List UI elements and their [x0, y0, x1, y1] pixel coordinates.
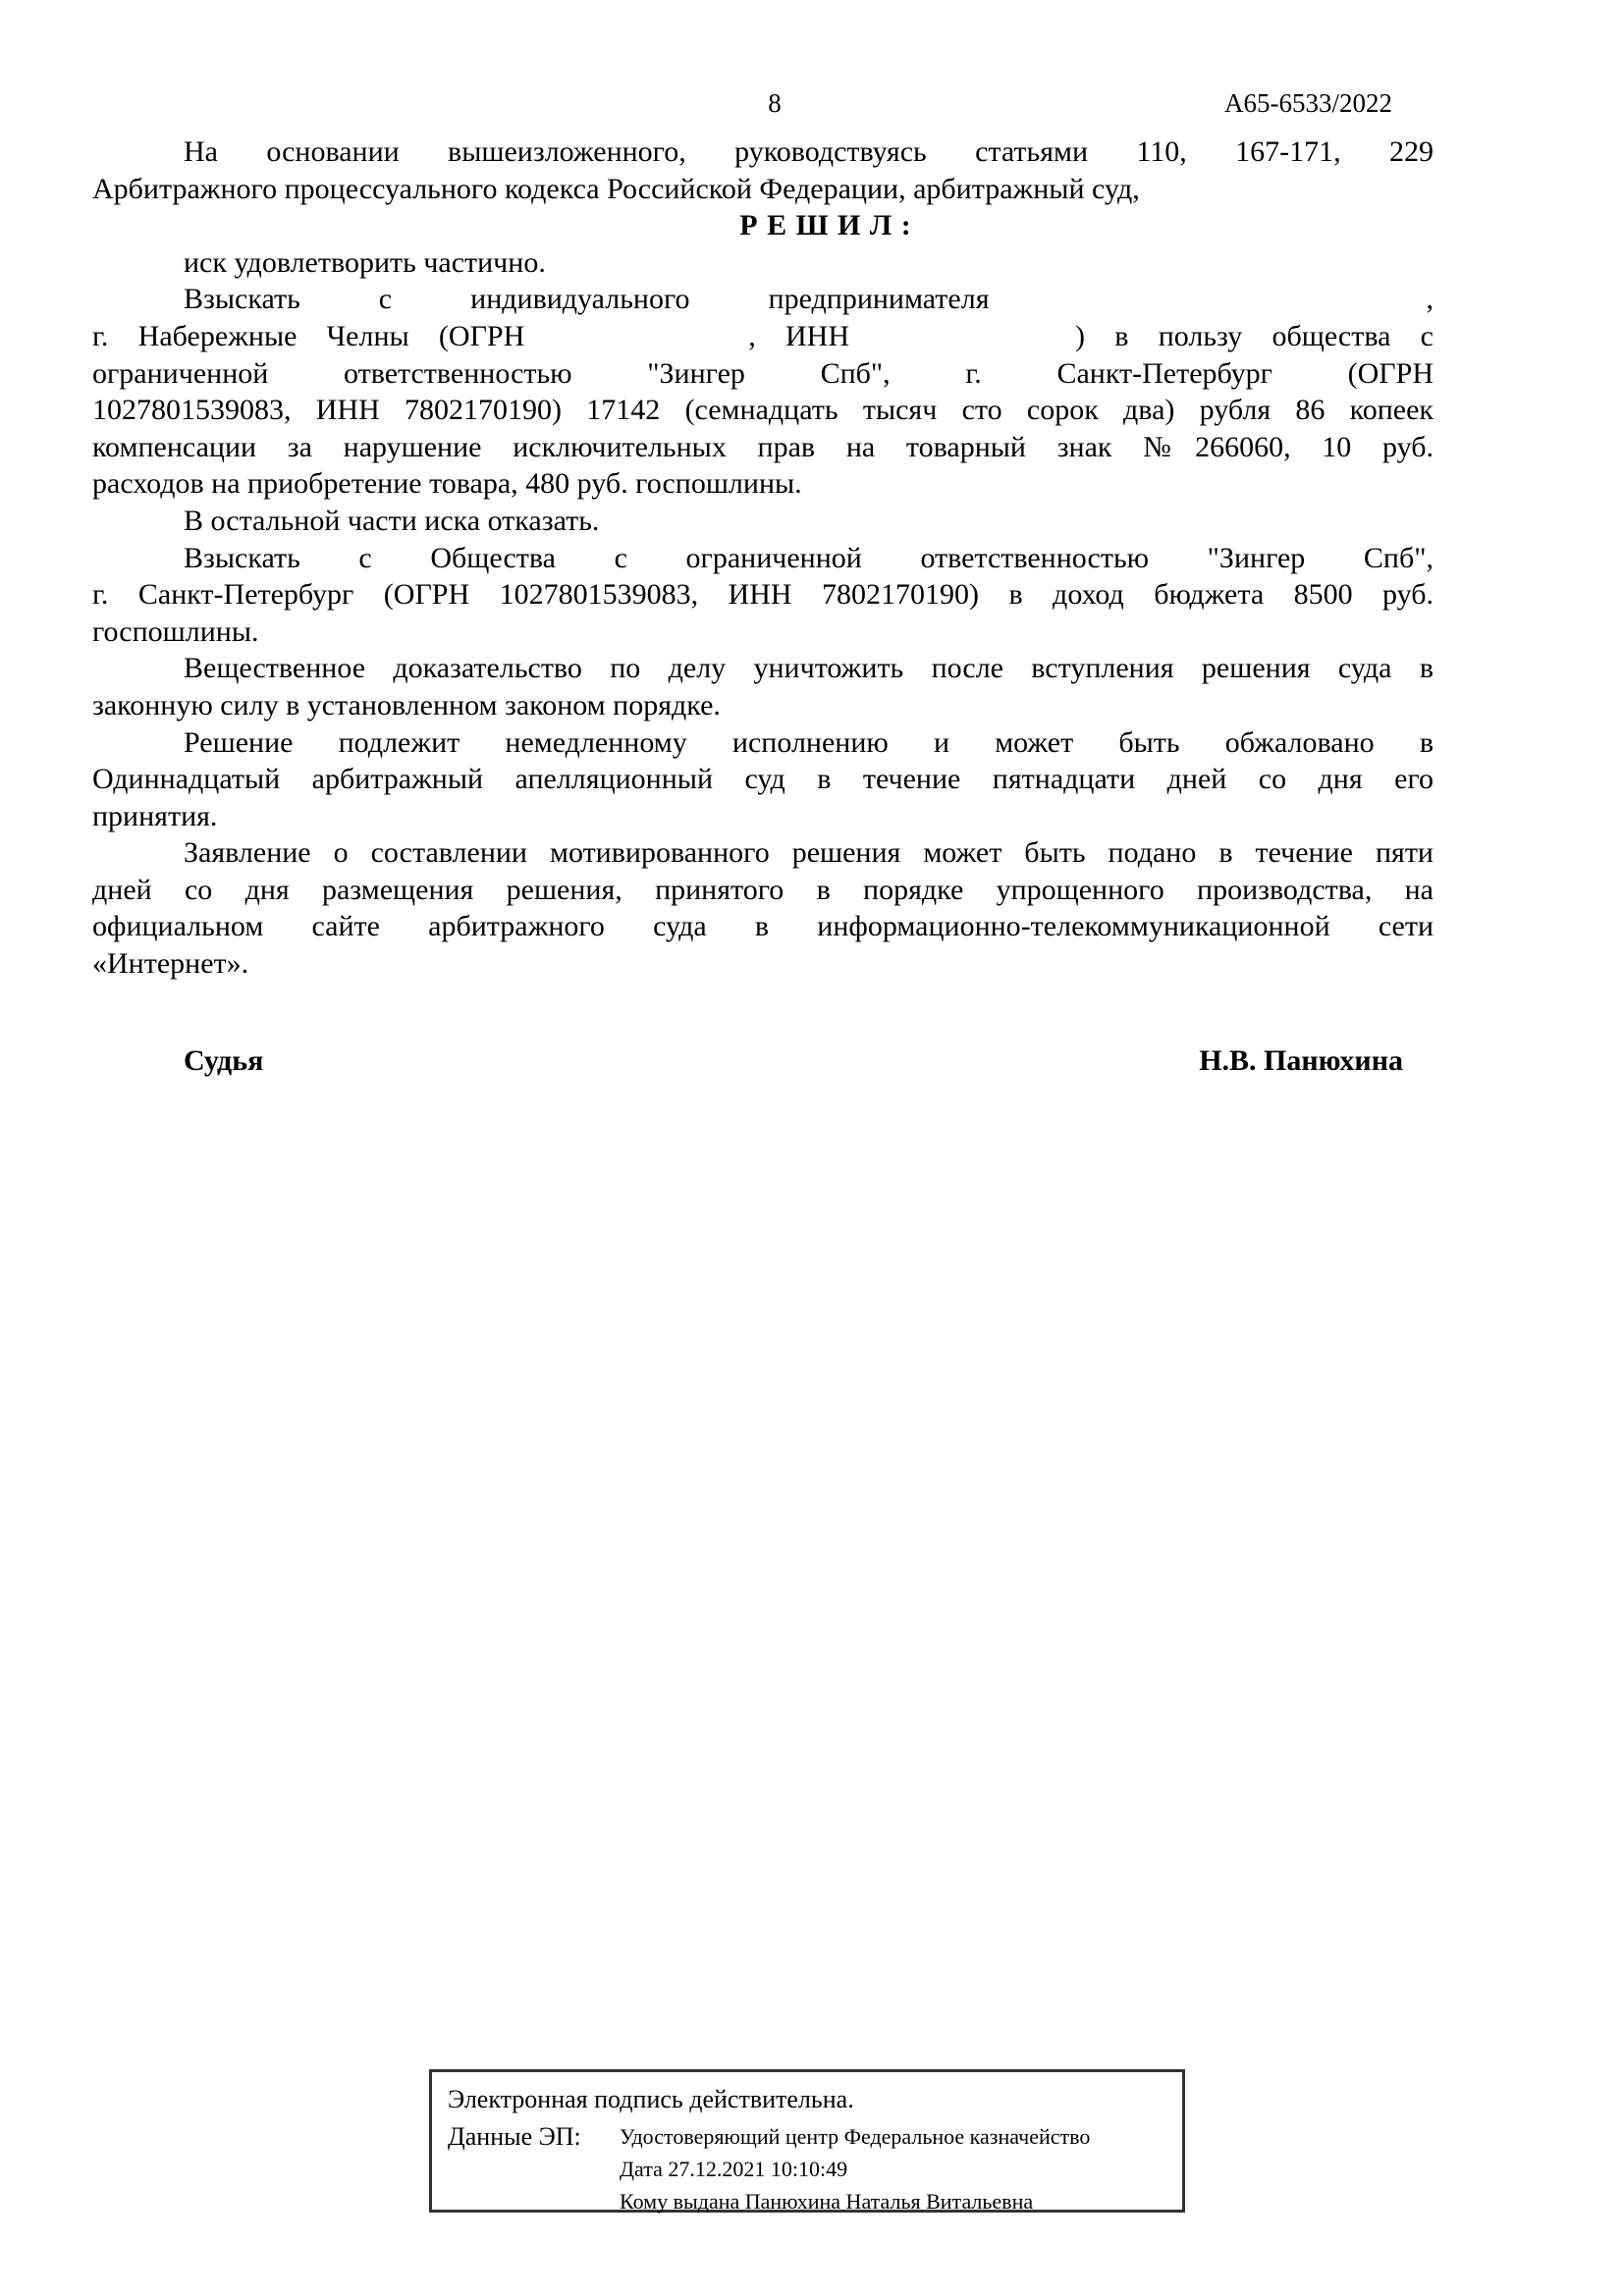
stamp-data-row: [448, 2120, 1172, 2217]
decision-line-redacted: [92, 318, 1434, 355]
stamp-details: [620, 2120, 1090, 2217]
decision-line: ограниченной ответственностью "Зингер Спб", г. Санкт-Петербург (ОГРН: [92, 356, 1434, 390]
decision-text: [92, 133, 1434, 983]
decision-line: принятия.: [92, 799, 218, 832]
text-segment: , ИНН: [748, 319, 850, 352]
text-segment: Взыскать с индивидуального предпринимателя: [184, 283, 990, 316]
text-segment: г. Набережные Челны (ОГРН: [92, 319, 525, 352]
electronic-signature-stamp: [429, 2069, 1185, 2213]
text-segment: ) в пользу общества с: [1075, 319, 1434, 352]
decision-line: компенсации за нарушение исключительных прав на товарный знак №266060, 10 руб.: [92, 430, 1434, 463]
page-header: [92, 88, 1434, 126]
judge-label: Судья: [184, 1044, 264, 1077]
decision-line: г. Санкт-Петербург (ОГРН 1027801539083, ИНН 7802170190) в доход бюджета 8500 руб.: [92, 578, 1434, 612]
decision-line: Одиннадцатый арбитражный апелляционный суд в течение пятнадцати дней со дня его: [92, 763, 1434, 796]
decision-line: На основании вышеизложенного, руководствуясь статьями 110, 167-171, 229: [184, 135, 1434, 168]
redaction-gap: [849, 344, 1075, 346]
decision-line: «Интернет».: [92, 947, 249, 981]
decision-line: дней со дня размещения решения, принятого в порядке упрощенного производства, на: [92, 873, 1434, 906]
decision-line: 1027801539083, ИНН 7802170190) 17142 (семнадцать тысяч сто сорок два) рубля 86 копеек: [92, 394, 1434, 427]
stamp-date: Дата 27.12.2021 10:10:49: [620, 2157, 848, 2181]
stamp-authority: Удостоверяющий центр Федеральное казначейство: [620, 2124, 1091, 2149]
decision-line: Взыскать с Общества с ограниченной ответственностью "Зингер Спб",: [184, 541, 1434, 574]
decision-line: Решение подлежит немедленному исполнению и может быть обжаловано в: [184, 725, 1434, 759]
decision-line: Заявление о составлении мотивированного решения может быть подано в течение пяти: [184, 836, 1434, 870]
stamp-valid-text: Электронная подпись действительна.: [448, 2085, 854, 2113]
redaction-gap: [990, 306, 1427, 308]
judge-name: Н.В. Панюхина: [1199, 1044, 1403, 1077]
decision-line: официальном сайте арбитражного суда в информационно-телекоммуникационной сети: [92, 910, 1434, 943]
signature-row: [92, 1042, 1434, 1082]
resolution-heading: Р Е Ш И Л :: [739, 209, 912, 242]
decision-line: расходов на приобретение товара, 480 руб. госпошлины.: [92, 467, 802, 501]
decision-line: госпошлины.: [92, 614, 259, 648]
decision-line-redacted: [92, 281, 1434, 318]
decision-line: законную силу в установленном законом порядке.: [92, 688, 721, 721]
text-segment: ,: [1426, 283, 1434, 316]
stamp-data-label: Данные ЭП:: [448, 2122, 581, 2151]
case-number: А65-6533/2022: [1224, 88, 1392, 118]
decision-line: Арбитражного процессуального кодекса Российской Федерации, арбитражный суд,: [92, 172, 1140, 205]
decision-line: В остальной части иска отказать.: [184, 504, 600, 537]
decision-line: иск удовлетворить частично.: [184, 245, 546, 279]
redaction-gap: [524, 344, 748, 346]
stamp-issued-to: Кому выдана Панюхина Наталья Витальевна: [620, 2189, 1034, 2214]
decision-line: Вещественное доказательство по делу уничтожить после вступления решения суда в: [184, 652, 1434, 685]
page-number: 8: [768, 88, 782, 118]
